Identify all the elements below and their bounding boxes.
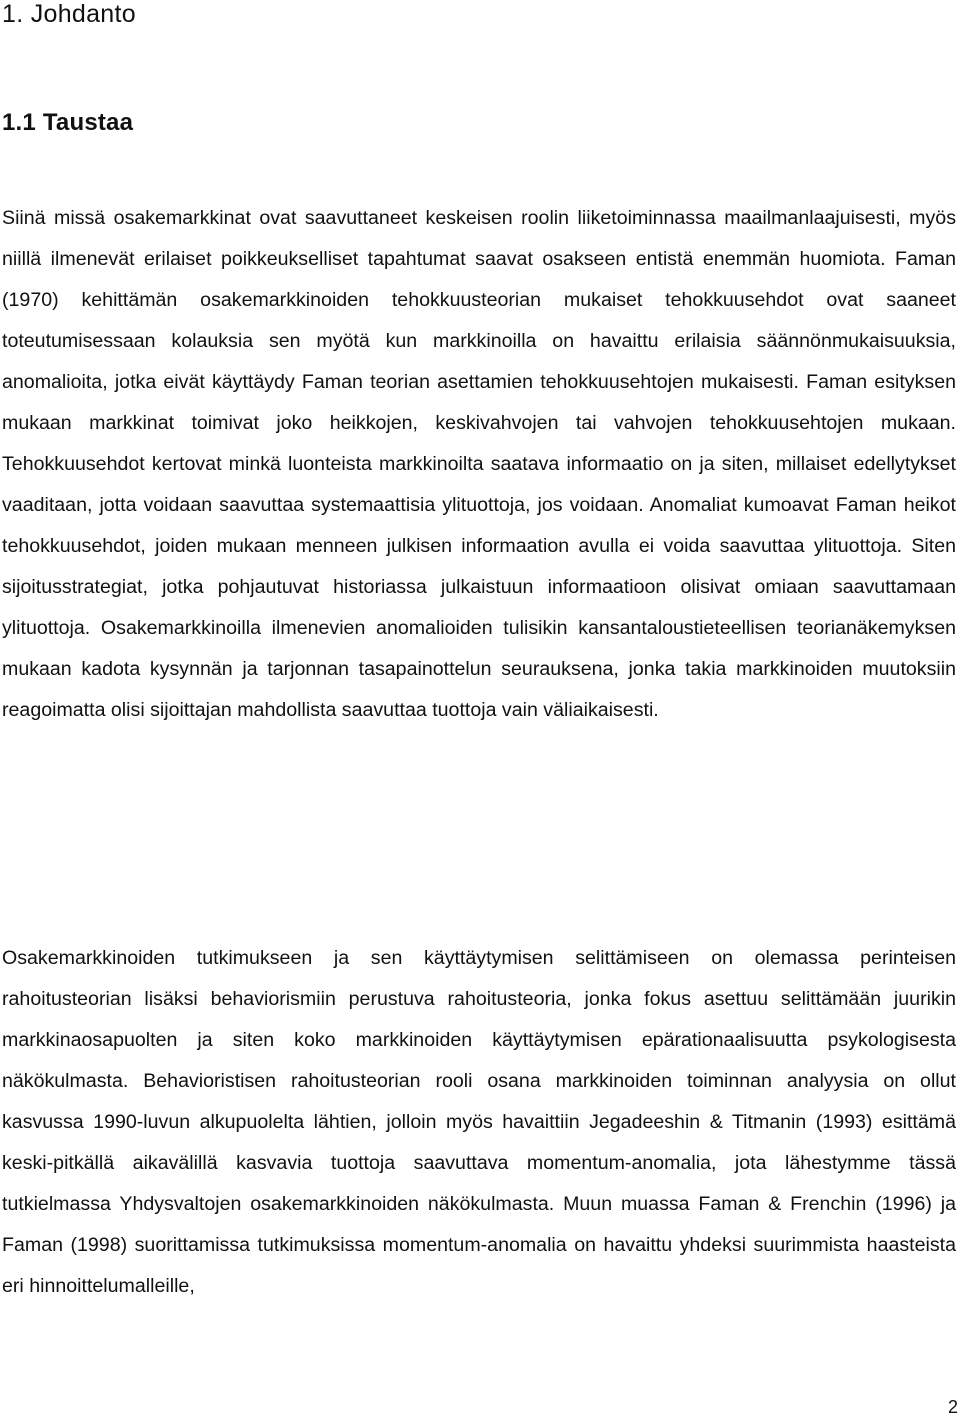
chapter-title: 1. Johdanto bbox=[2, 0, 136, 28]
body-paragraph-1: Siinä missä osakemarkkinat ovat saavuttaneet keskeisen roolin liiketoiminnassa maailmanlaajuisesti, myös niillä ilmenevät erilaiset poikkeukselliset tapahtumat saavat osakseen entistä enemmän huomiota. Faman (1970) kehittämän osakemarkkinoiden tehokkuusteorian mukaiset tehokkuusehdot ovat saaneet toteutumisessaan kolauksia sen myötä kun markkinoilla on havaittu erilaisia säännönmukaisuuksia, anomalioita, jotka eivät käyttäydy Faman teorian asettamien tehokkuusehtojen mukaisesti. Faman esityksen mukaan markkinat toimivat joko heikkojen, keskivahvojen tai vahvojen tehokkuusehtojen mukaan. Tehokkuusehdot kertovat minkä luonteista markkinoilta saatava informaatio on ja siten, millaiset edellytykset vaaditaan, jotta voidaan saavuttaa systemaattisia ylituottoja, jos voidaan. Anomaliat kumoavat Faman heikot tehokkuusehdot, joiden mukaan menneen julkisen informaation avulla ei voida saavuttaa ylituottoja. Siten sijoitusstrategiat, jotka pohjautuvat historiassa julkaistuun informaatioon olisivat omiaan saavuttamaan ylituottoja. Osakemarkkinoilla ilmenevien anomalioiden tulisikin kansantaloustieteellisen teorianäkemyksen mukaan kadota kysynnän ja tarjonnan tasapainottelun seurauksena, jonka takia markkinoiden muutoksiin reagoimatta olisi sijoittajan mahdollista saavuttaa tuottoja vain väliaikaisesti. bbox=[2, 207, 956, 721]
section-title: 1.1 Taustaa bbox=[2, 109, 134, 136]
page-number: 2 bbox=[947, 1397, 958, 1417]
body-paragraph-2: Osakemarkkinoiden tutkimukseen ja sen käyttäytymisen selittämiseen on olemassa perinteisen rahoitusteorian lisäksi behaviorismiin perustuva rahoitusteoria, jonka fokus asettuu selittämään juurikin markkinaosapuolten ja siten koko markkinoiden käyttäytymisen epärationaalisuutta psykologisesta näkökulmasta. Behavioristisen rahoitusteorian rooli osana markkinoiden toiminnan analyysia on ollut kasvussa 1990-luvun alkupuolelta lähtien, jolloin myös havaittiin Jegadeeshin & Titmanin (1993) esittämä keski-pitkällä aikavälillä kasvavia tuottoja saavuttava momentum-anomalia, jota lähestymme tässä tutkielmassa Yhdysvaltojen osakemarkkinoiden näkökulmasta. Muun muassa Faman & Frenchin (1996) ja Faman (1998) suorittamissa tutkimuksissa momentum-anomalia on havaittu yhdeksi suurimmista haasteista eri hinnoittelumalleille, bbox=[2, 947, 956, 1297]
